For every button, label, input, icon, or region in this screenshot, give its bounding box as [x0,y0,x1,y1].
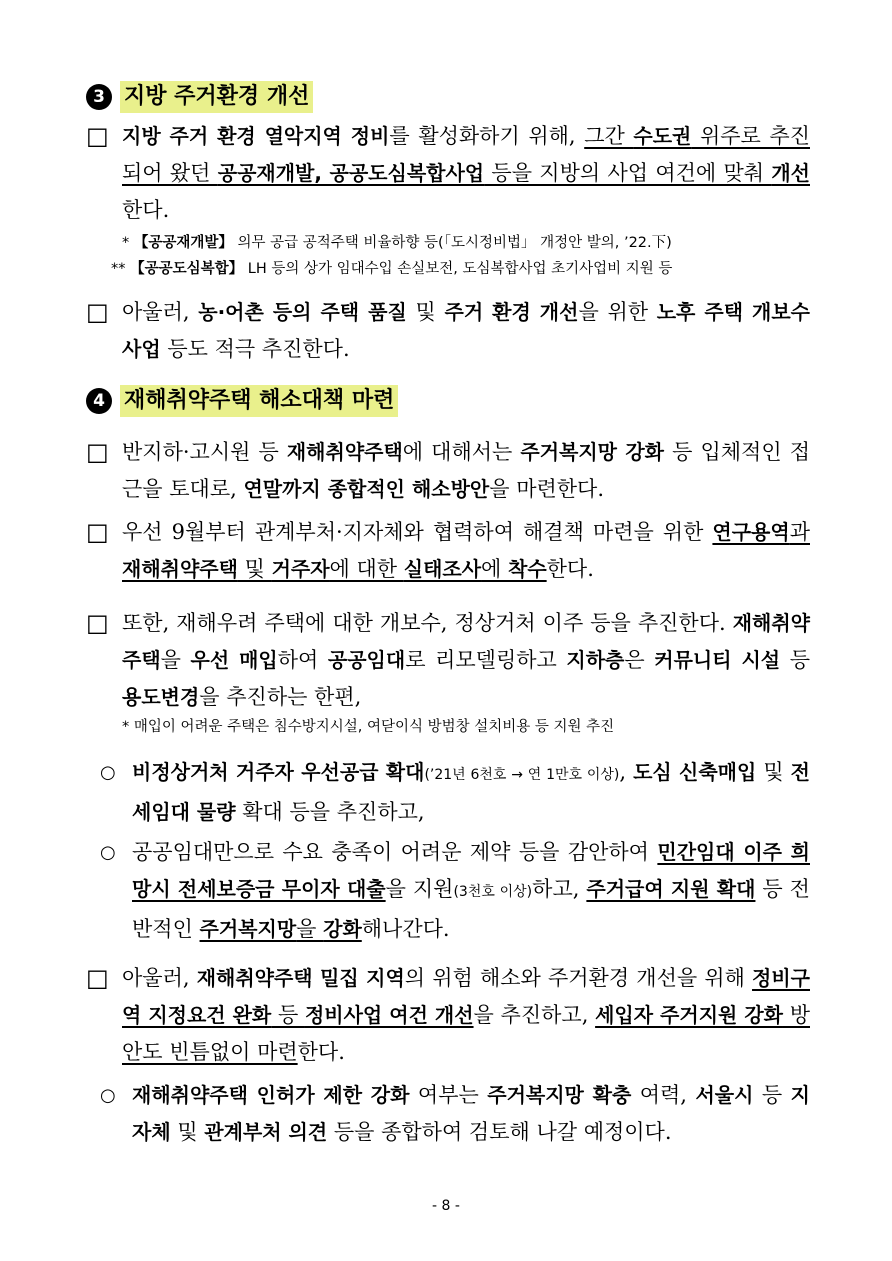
paragraph [86,434,810,508]
text-run: 의 위험 해소와 주거환경 개선을 위해 [404,966,753,990]
section-number-badge: 4 [86,388,112,414]
footnote: * 【공공재개발】 의무 공급 공적주택 비율하향 등(「도시정비법」 개정안 발의, ’22.下) [122,235,672,251]
bold-text: 관계부처 의견 [204,1120,328,1144]
bold-text: 민간임대 이주 희망시 전세보증금 무이자 대출 [132,840,810,901]
bold-text: 강화 [323,917,362,941]
circle-bullet-icon: ○ [100,762,116,783]
bold-text: 착수 [508,557,547,581]
bold-text: 개선 [771,161,810,185]
paragraph-text [122,294,810,368]
text-run: 을 [160,648,191,672]
underlined-text [200,917,297,941]
text-run: 확대 등을 추진하고, [235,800,425,824]
text-run: 등 전반적인 [132,877,810,941]
underlined-text [481,557,508,581]
text-run: 하여 [277,648,328,672]
bold-text: 정비구역 지정요건 완화 [122,966,810,1027]
bold-text: 용도변경 [122,685,200,709]
paragraph-text [122,605,810,716]
text-run: 한다. [546,557,594,581]
sub-paragraph [100,754,810,831]
square-bullet-icon: □ [86,122,109,150]
text-run: 등 입체적인 접근을 토대로, [122,440,810,501]
square-bullet-icon: □ [86,518,109,546]
text-run: 등 [753,1083,791,1107]
paragraph-text [122,514,810,588]
bold-text: 전세임대 물량 [132,760,810,824]
paragraph [86,605,810,716]
bold-text: 수도권 [633,124,692,148]
circle-bullet-icon: ○ [100,1085,116,1106]
bold-text: 공공재개발, 공공도심복합사업 [217,161,485,185]
text-run: 등 [271,1003,305,1027]
underlined-text [296,917,323,941]
underlined-text [305,1003,474,1027]
paragraph-text [132,834,810,948]
text-run: 우선 9월부터 관계부처·지자체와 협력하여 해결책 마련을 위한 [122,520,713,544]
bold-text: 연말까지 종합적인 해소방안 [243,477,490,501]
circle-bullet-icon: ○ [100,842,116,863]
text-run: 하고, [532,877,587,901]
text-run: 등을 종합하여 검토해 나갈 예정이다. [327,1120,672,1144]
text-run: 을 지원 [385,877,454,901]
text-run: 또한, 재해우려 주택에 대한 개보수, 정상거처 이주 등을 추진한다. [122,611,733,635]
text-run: 여력, [631,1083,696,1107]
bold-text: 세입자 주거지원 강화 [595,1003,783,1027]
bold-text: 지방 주거 환경 열악지역 정비 [122,124,390,148]
underlined-text [712,520,789,544]
text-run: 그간 [584,124,634,148]
underlined-text [404,557,481,581]
bold-text: 커뮤니티 시설 [654,648,781,672]
text-run: 은 [624,648,655,672]
bold-text: 우선 매입 [190,648,278,672]
bold-text: 도심 신축매입 [633,760,757,784]
text-run: 을 추진하고, [473,1003,596,1027]
bold-text: 거주자 [271,557,330,581]
text-run: 에 [481,557,508,581]
text-run: 을 추진하는 한편, [199,685,362,709]
bold-text: 재해취약주택 인허가 제한 강화 [132,1083,410,1107]
underlined-text [122,557,238,581]
bold-text: 재해취약주택 [122,557,238,581]
bold-text: 비정상거처 거주자 우선공급 확대 [132,760,425,784]
sub-paragraph [100,834,810,948]
text-run: 을 [296,917,324,941]
paragraph-text [122,118,810,229]
underlined-text [584,124,633,148]
underlined-text [330,557,404,581]
footnote: ** 【공공도심복합】 LH 등의 상가 임대수입 손실보전, 도심복합사업 초기사업비 지원 등 [111,261,673,277]
paragraph-text [132,1077,810,1151]
underlined-text [484,161,771,185]
underlined-text [586,877,755,901]
paragraph [86,960,810,1071]
text-run: 에 대해서는 [402,440,521,464]
text-run: 및 [237,557,272,581]
text-run: 해나간다. [361,917,450,941]
paragraph [86,118,810,229]
paragraph-text [132,754,810,831]
square-bullet-icon: □ [86,298,109,326]
underlined-text [633,124,691,148]
text-run: (3천호 이상) [453,884,533,900]
text-run: 를 활성화하기 위해, [389,124,585,148]
text-run: 한다. [297,1040,345,1064]
text-run: 아울러, [122,300,199,324]
text-run: 등 [780,648,811,672]
section-number-badge: 3 [86,84,112,110]
square-bullet-icon: □ [86,438,109,466]
text-run: 과 [789,520,810,544]
paragraph-text [122,960,810,1071]
underlined-text [323,917,362,941]
square-bullet-icon: □ [86,964,109,992]
paragraph [86,294,810,368]
bold-text: 공공임대 [327,648,406,672]
text-run: , [619,760,634,784]
text-run: 위주로 추진되어 왔던 [122,124,810,185]
section-title: 재해취약주택 해소대책 마련 [120,385,398,417]
bold-text: 실태조사 [403,557,482,581]
underlined-text [508,557,547,581]
paragraph-text [122,434,810,508]
page-number: - 8 - [432,1198,460,1214]
text-run: 반지하·고시원 등 [122,440,287,464]
text-run: 로 리모델링하고 [405,648,567,672]
bold-text: 서울시 [695,1083,754,1107]
section-title: 지방 주거환경 개선 [120,81,313,113]
underlined-text [595,1003,783,1027]
paragraph [86,514,810,588]
bold-text: 주거복지망 [199,917,297,941]
sub-paragraph [100,1077,810,1151]
bold-text: 정비사업 여건 개선 [304,1003,474,1027]
bold-text: 주거복지망 확충 [487,1083,632,1107]
bold-text: 노후 주택 개보수 사업 [122,300,810,361]
section-4-heading [86,384,398,418]
text-run: 을 위한 [578,300,657,324]
bold-text: 농·어촌 등의 주택 품질 [198,300,407,324]
text-run: 여부는 [409,1083,488,1107]
text-run: 등도 적극 추진한다. [160,337,350,361]
text-run: (’21년 6천호 → 연 1만호 이상) [424,767,620,783]
bold-text: 주거복지망 강화 [520,440,665,464]
text-run: 아울러, [122,966,197,990]
text-run: 등을 지방의 사업 여건에 맞춰 [484,161,772,185]
text-run: 방안도 빈틈없이 마련 [122,1003,810,1064]
section-3-heading [86,80,313,114]
bold-text: 주거 환경 개선 [444,300,579,324]
bold-text: 지하층 [566,648,625,672]
text-run: 및 [406,300,445,324]
text-run: 및 [756,760,791,784]
text-run: 한다. [122,198,170,222]
bold-text: 주거급여 지원 확대 [586,877,756,901]
underlined-text [238,557,272,581]
text-run: 에 대한 [329,557,404,581]
bold-text: 재해취약주택 [122,611,810,672]
text-run: 을 마련한다. [489,477,605,501]
underlined-text [790,520,810,544]
bold-text: 재해취약주택 밀집 지역 [196,966,405,990]
footnote: * 매입이 어려운 주택은 침수방지시설, 여닫이식 방범창 설치비용 등 지원 추진 [122,719,615,735]
underlined-text [272,557,330,581]
text-run: 및 [170,1120,205,1144]
bold-text: 지자체 [132,1083,810,1144]
bold-text: 연구용역 [712,520,790,544]
underlined-text [271,1003,305,1027]
square-bullet-icon: □ [86,609,109,637]
underlined-text [218,161,484,185]
bold-text: 재해취약주택 [286,440,403,464]
underlined-text [771,161,810,185]
text-run: 공공임대만으로 수요 충족이 어려운 제약 등을 감안하여 [132,840,658,864]
